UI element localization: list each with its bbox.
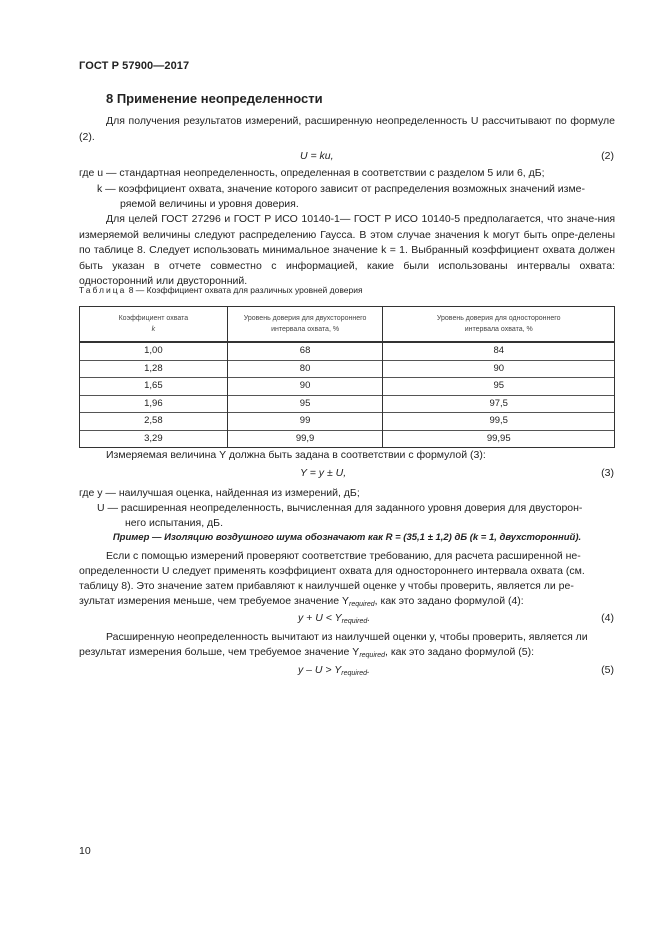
table-caption-text: 8 — Коэффициент охвата для различных уровней доверия [126,285,363,295]
table-cell: 68 [227,342,383,360]
formula-4-number: (4) [601,612,614,624]
formula-main: y – U > Y [298,664,342,676]
header-one-sided [383,307,615,343]
table-cell: 80 [227,360,383,378]
header-coverage-factor [80,307,228,343]
table-header-row [80,307,615,343]
table-cell: 1,65 [80,378,228,396]
table-row [80,378,615,396]
table-cell: 97,5 [383,395,615,413]
table-cell: 1,96 [80,395,228,413]
where-y-line: где y — наилучшая оценка, найденная из измерений, дБ; [79,487,360,499]
table-cell: 99,5 [383,413,615,431]
table-cell: 84 [383,342,615,360]
subscript-required: required [348,601,375,608]
subscript-required: required [341,670,367,677]
header-text: k [151,326,156,333]
table-row [80,360,615,378]
document-header: ГОСТ Р 57900—2017 [79,60,190,72]
formula-3: Y = y ± U, [300,467,347,479]
formula-3-number: (3) [601,467,614,479]
paragraph-measurand: Измеряемая величина Y должна быть задана в соответствии с формулой (3): [106,449,486,461]
page-number: 10 [79,845,91,857]
table-cell: 1,28 [80,360,228,378]
paragraph-intro: Для получения результатов измерений, расширенную неопределенность U рассчитывают по формуле (2). [79,115,615,143]
table-cell: 90 [383,360,615,378]
text-run: , как это задано формулой (4): [374,595,524,607]
table-cell: 95 [227,395,383,413]
text-run: зультат измерения меньше, чем требуемое значение Y [79,595,349,607]
paragraph-compliance-l1: Если с помощью измерений проверяют соответствие требованию, для расчета расширенной не- [106,550,581,562]
table-cell: 2,58 [80,413,228,431]
where-k-line: k — коэффициент охвата, значение которого зависит от распределения возможных значений изме- [97,183,585,195]
table-caption [79,285,363,295]
header-text: интервала охвата, % [271,326,340,333]
formula-main: y + U < Y [298,612,342,624]
header-text: Коэффициент охвата [118,315,189,322]
table-cell: 99,95 [383,430,615,448]
header-text: интервала охвата, % [464,326,533,333]
paragraph-compliance-l3: таблицу 8). Это значение затем прибавляют к наилучшей оценке y чтобы проверить, является ли ре- [79,580,574,592]
table-cell: 95 [383,378,615,396]
paragraph-compliance-l2: определенности U следует применять коэффициент охвата для одностороннего интервала охвата (см. [79,565,585,577]
formula-2: U = ku, [300,150,334,162]
table-cell: 1,00 [80,342,228,360]
example-note: Пример — Изоляцию воздушного шума обозначают как R = (35,1 ± 1,2) дБ (k = 1, двухсторонний). [112,532,582,543]
formula-5-number: (5) [601,664,614,676]
subscript-required: required [359,652,385,659]
table-row [80,342,615,360]
text-run: результат измерения больше, чем требуемое значение Y [79,646,360,658]
where-U-line: U — расширенная неопределенность, вычисленная для заданного уровня доверия для двусторон- [97,502,583,514]
coverage-factor-table [79,306,615,448]
section-title: 8 Применение неопределенности [106,91,323,106]
where-u-line: где u — стандартная неопределенность, определенная в соответствии с разделом 5 или 6, дБ; [79,167,545,179]
paragraph-subtract-l2 [79,645,534,663]
table-cell: 99,9 [227,430,383,448]
formula-5 [298,664,370,677]
table-row [80,430,615,448]
header-text: Уровень доверия для одностороннего [436,315,561,322]
table-cell: 3,29 [80,430,228,448]
subscript-required: required [341,618,368,625]
header-two-sided [227,307,383,343]
table-row [80,395,615,413]
formula-tail: . [366,664,370,676]
where-U-line-cont: него испытания, дБ. [125,517,223,529]
header-text: Уровень доверия для двухстороннего [243,315,367,322]
table-cell: 99 [227,413,383,431]
paragraph-compliance-l4 [79,594,524,612]
table-cell: 90 [227,378,383,396]
text-run: , как это задано формулой (5): [385,646,535,658]
formula-4 [298,612,370,625]
formula-2-number: (2) [601,150,614,162]
where-k-line-cont: ряемой величины и уровня доверия. [120,198,299,210]
paragraph-gauss: Для целей ГОСТ 27296 и ГОСТ Р ИСО 10140-1— ГОСТ Р ИСО 10140-5 предполагается, что значе-ния измеряемой величины следуют распределению Гаусса. В этом случае значения k могут быть опре-делены по таблице 8. Следует использовать минимальное значение k = 1. Выбранный коэффициент охвата должен быть указан в отчете совместно с информацией, какие были использованы интервалы охвата: односторонний или двусторонний. [79,213,615,287]
formula-tail: . [367,612,371,624]
paragraph-subtract-l1: Расширенную неопределенность вычитают из наилучшей оценки y, чтобы проверить, является ли [106,631,588,643]
table-caption-word: Таблица [79,285,127,295]
table-row [80,413,615,431]
